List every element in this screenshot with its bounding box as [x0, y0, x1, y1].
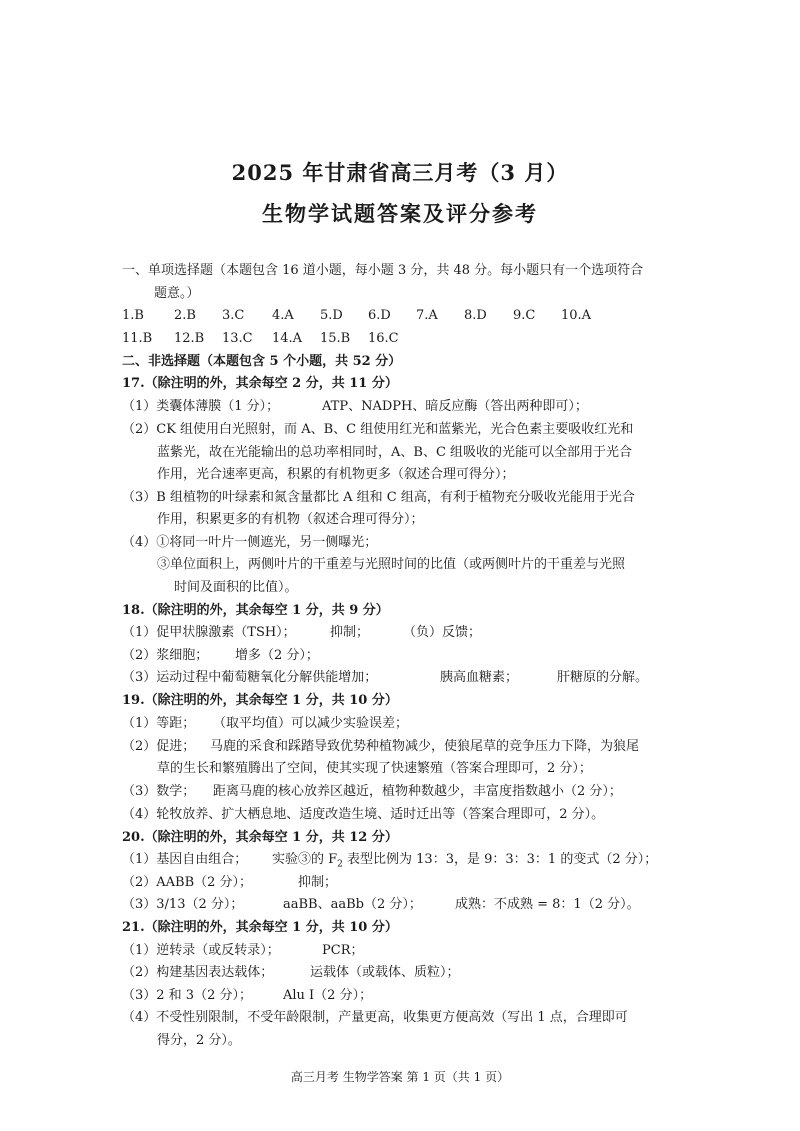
q17-answer-2: （2）CK 组使用白光照射，而 A、B、C 组使用红光和蓝紫光，光合色素主要吸收红光和 [122, 422, 634, 437]
mc-answer: 7.A [416, 308, 438, 323]
q20-answer-3b: aaBB、aaBb（2 分）； [283, 897, 422, 912]
q17-answer-2-cont: 蓝紫光，故在光能输出的总功率相同时，A、B、C 组吸收的光能可以全部用于光合 [157, 445, 633, 460]
q18-answer-1a: （1）促甲状腺激素（TSH）； [122, 625, 296, 640]
page-footer: 高三月考 生物学答案 第 1 页（共 1 页） [290, 1070, 510, 1084]
q17-answer-3: （3）B 组植物的叶绿素和氮含量都比 A 组和 C 组高，有利于植物充分吸收光能用于光合 [122, 490, 635, 505]
mc-answer: 6.D [368, 308, 391, 323]
q21-answer-4: （4）不受性别限制，不受年龄限制，产量更高，收集更方便高效（写出 1 点，合理即可 [122, 1010, 628, 1025]
mc-answer: 12.B [174, 331, 205, 346]
mc-answer: 11.B [122, 331, 153, 346]
q18-answer-2b: 增多（2 分）； [235, 648, 319, 663]
q18-answer-3c: 肝糖原的分解。 [557, 670, 649, 685]
mc-answer: 4.A [272, 308, 294, 323]
q20-answer-1b-pre: 实验③的 F [272, 852, 338, 867]
section2-heading: 二、非选择题（本题包含 5 个小题，共 52 分） [122, 354, 402, 369]
q20-answer-3c: 成熟：不成熟 = 8：1（2 分）。 [455, 897, 640, 912]
mc-answer: 8.D [464, 308, 487, 323]
q19-answer-3b: 距离马鹿的核心放养区越近，植物种数越少，丰富度指数越小（2 分）； [213, 784, 622, 799]
exam-subtitle: 生物学试题答案及评分参考 [262, 201, 538, 226]
q19-answer-2b: 马鹿的采食和踩踏导致优势种植物减少，使狼尾草的竞争压力下降，为狼尾 [210, 739, 640, 754]
q20-answer-2a: （2）AABB（2 分）； [122, 875, 253, 890]
mc-answer: 1.B [122, 308, 144, 323]
q17-answer-4: （4）①将同一叶片一侧遮光，另一侧曝光； [122, 535, 378, 550]
q20-answer-2b: 抑制； [298, 875, 338, 890]
q20-heading: 20.（除注明的外，其余每空 1 分，共 12 分） [122, 830, 398, 845]
mc-answer: 10.A [561, 308, 592, 323]
q18-heading: 18.（除注明的外，其余每空 1 分，共 9 分） [122, 603, 389, 618]
q18-answer-2a: （2）浆细胞； [122, 648, 209, 663]
q19-answer-4: （4）轮牧放养、扩大栖息地、适度改造生境、适时迁出等（答案合理即可，2 分）。 [122, 807, 605, 822]
q21-heading: 21.（除注明的外，其余每空 1 分，共 10 分） [122, 920, 398, 935]
subscript: 2 [337, 859, 343, 870]
mc-answer: 5.D [320, 308, 343, 323]
q21-answer-3b: Alu Ⅰ（2 分）； [283, 988, 373, 1003]
q20-answer-3a: （3）3/13（2 分）； [122, 897, 244, 912]
q18-answer-3b: 胰高血糖素； [440, 670, 519, 685]
q18-answer-1b: 抑制； [330, 625, 370, 640]
q19-answer-2-cont: 草的生长和繁殖腾出了空间，使其实现了快速繁殖（答案合理即可，2 分）； [157, 761, 592, 776]
section1-heading: 一、单项选择题（本题包含 16 道小题，每小题 3 分，共 48 分。每小题只有一个选项符合 [122, 263, 644, 278]
q17-answer-1b: ATP、NADPH、暗反应酶（答出两种即可）； [322, 399, 588, 414]
q17-answer-4-cont: 时间及面积的比值）。 [174, 580, 298, 595]
q20-answer-1a: （1）基因自由组合； [122, 852, 248, 867]
q17-answer-1a: （1）类囊体薄膜（1 分）； [122, 399, 280, 414]
mc-answer: 3.C [222, 308, 245, 323]
q17-answer-4-cont: ③单位面积上，两侧叶片的干重差与光照时间的比值（或两侧叶片的干重差与光照 [157, 557, 626, 572]
mc-answer: 15.B [320, 331, 351, 346]
q18-answer-1c: （负）反馈； [403, 625, 482, 640]
q17-heading: 17.（除注明的外，其余每空 2 分，共 11 分） [122, 376, 398, 391]
q17-answer-3-cont: 作用，积累更多的有机物（叙述合理可得分）； [157, 512, 424, 527]
section1-heading-cont: 题意。） [154, 286, 200, 301]
q21-answer-3a: （3）2 和 3（2 分）； [122, 988, 252, 1003]
q21-answer-4-cont: 得分，2 分）。 [157, 1033, 241, 1048]
q21-answer-1a: （1）逆转录（或反转录）； [122, 943, 280, 958]
q19-heading: 19.（除注明的外，其余每空 1 分，共 10 分） [122, 693, 398, 708]
q19-answer-1a: （1）等距； [122, 716, 196, 731]
q20-answer-1b-post: 表型比例为 13：3，是 9：3：3：1 的变式（2 分）； [342, 852, 658, 867]
q19-answer-1b: （取平均值）可以减少实验误差； [213, 716, 409, 731]
mc-answer: 13.C [222, 331, 253, 346]
q19-answer-3a: （3）数学； [122, 784, 196, 799]
q17-answer-2-cont: 作用，光合速率更高，积累的有机物更多（叙述合理可得分）； [157, 467, 515, 482]
q21-answer-1b: PCR； [322, 943, 364, 958]
mc-answer: 9.C [513, 308, 536, 323]
mc-answer: 14.A [272, 331, 303, 346]
mc-answer: 16.C [368, 331, 399, 346]
q19-answer-2a: （2）促进； [122, 739, 196, 754]
q21-answer-2b: 运载体（或载体、质粒）； [310, 965, 460, 980]
q20-answer-1b [272, 851, 657, 874]
mc-answer: 2.B [174, 308, 196, 323]
q18-answer-3a: （3）运动过程中葡萄糖氧化分解供能增加； [122, 670, 378, 685]
exam-title: 2025 年甘肃省高三月考（3 月） [231, 160, 569, 185]
q21-answer-2a: （2）构建基因表达载体； [122, 965, 274, 980]
